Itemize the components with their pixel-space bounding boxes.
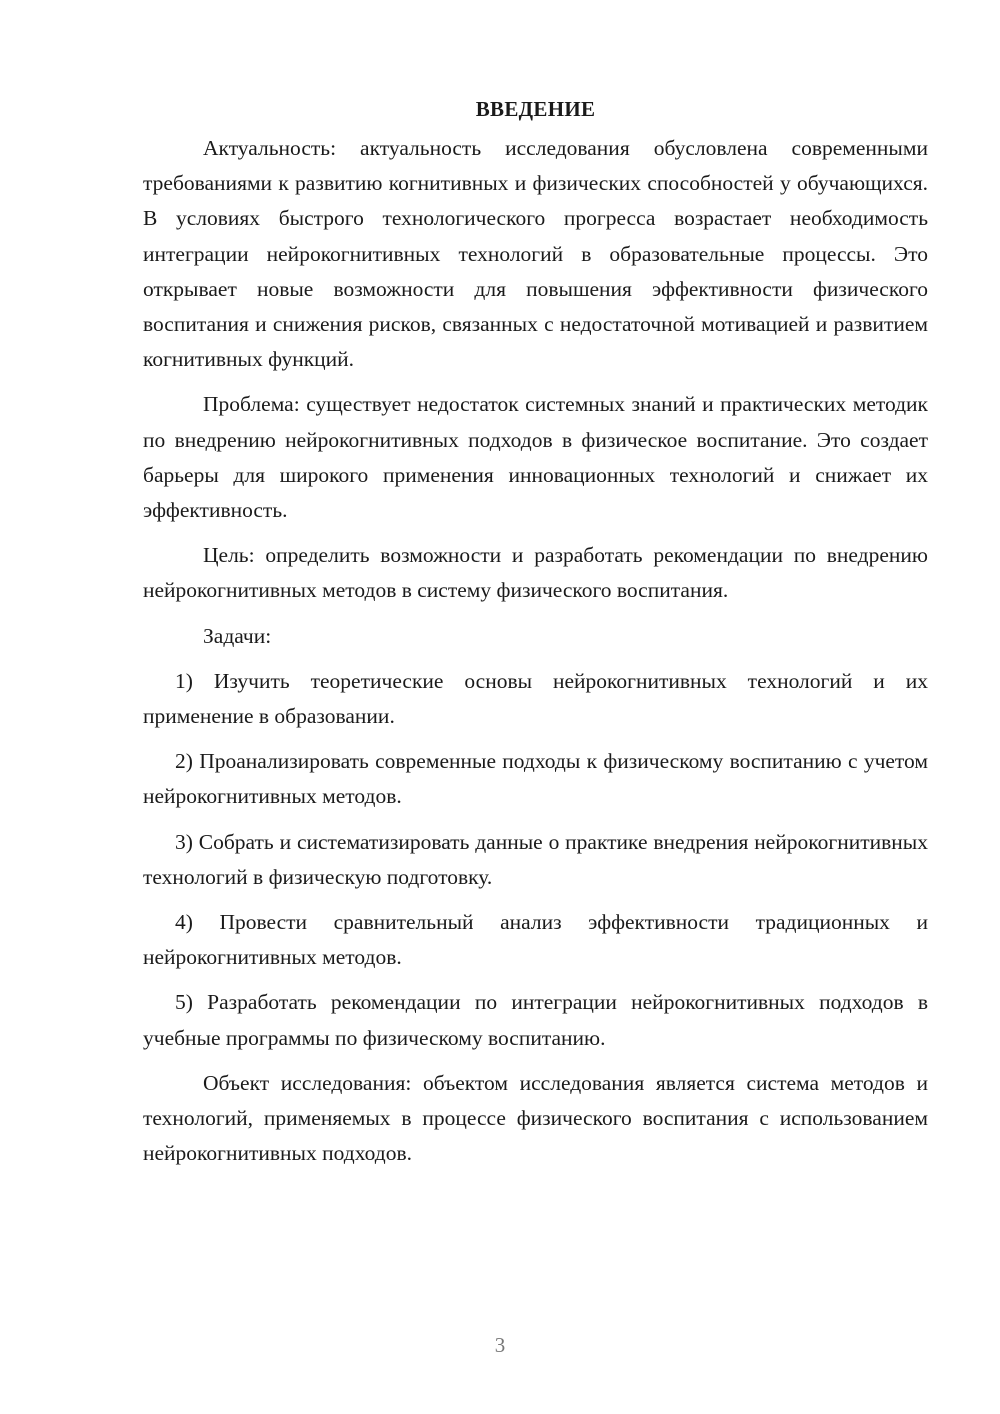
page-number: 3 [494, 1333, 506, 1357]
task-item-4: 4) Провести сравнительный анализ эффективности традиционных и нейрокогнитивных методов. [143, 910, 928, 970]
task-item-2: 2) Проанализировать современные подходы к физическому воспитанию с учетом нейрокогнитивных методов. [143, 749, 928, 809]
task-item-3: 3) Собрать и систематизировать данные о практике внедрения нейрокогнитивных технологий в физическую подготовку. [143, 829, 928, 889]
task-item-5: 5) Разработать рекомендации по интеграции нейрокогнитивных подходов в учебные программы по физическому воспитанию. [143, 990, 928, 1050]
task-item-1: 1) Изучить теоретические основы нейрокогнитивных технологий и их применение в образовании. [143, 668, 928, 729]
section-heading: ВВЕДЕНИЕ [475, 97, 596, 121]
paragraph-problem: Проблема: существует недостаток системных знаний и практических методик по внедрению нейрокогнитивных подходов в физическое воспитание. Это создает барьеры для широкого применения инновационных технологий и снижает их эффективность. [143, 392, 928, 523]
paragraph-object: Объект исследования: объектом исследования является система методов и технологий, применяемых в процессе физического воспитания с использованием нейрокогнитивных подходов. [143, 1070, 928, 1166]
tasks-label: Задачи: [203, 623, 272, 648]
paragraph-relevance: Актуальность: актуальность исследования обусловлена современными требованиями к развитию когнитивных и физических способностей у обучающихся. В условиях быстрого технологического прогресса возрастает необходимость интеграции нейрокогнитивных технологий в образовательные процессы. Это открывает новые возможности для повышения эффективности физического воспитания и снижения рисков, связанных с недостаточной мотивацией и развитием когнитивных функций. [143, 136, 928, 372]
document-page [143, 92, 928, 1171]
paragraph-goal: Цель: определить возможности и разработать рекомендации по внедрению нейрокогнитивных методов в систему физического воспитания. [143, 543, 928, 603]
